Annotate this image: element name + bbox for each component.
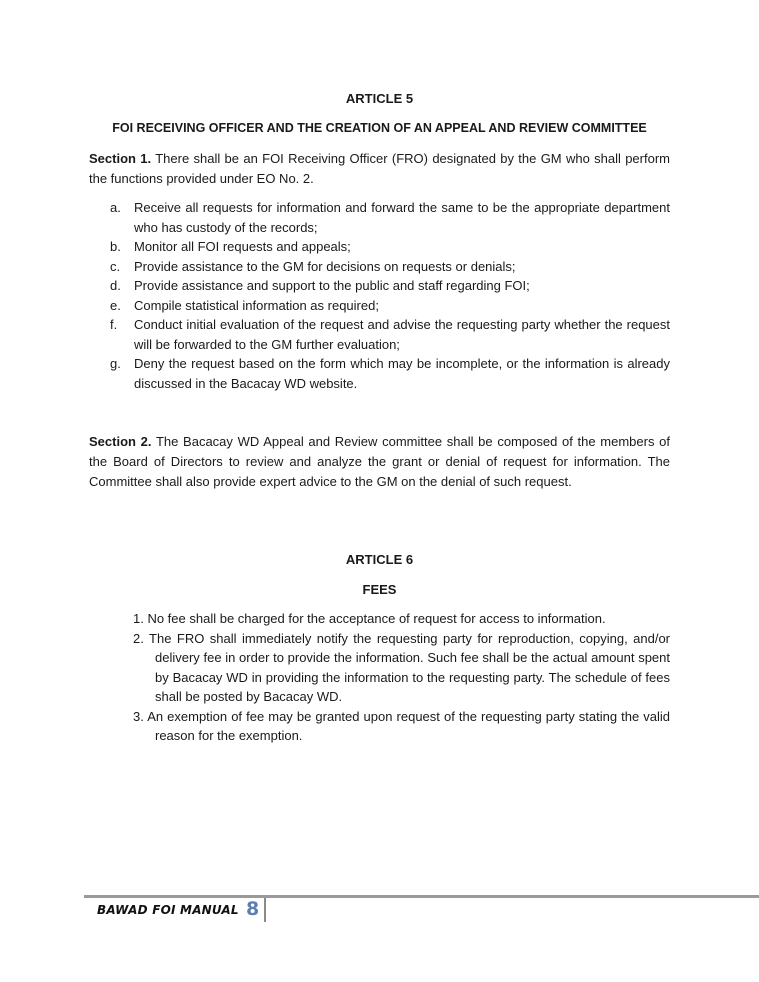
list-item: [110, 315, 670, 354]
list-item: 2. The FRO shall immediately notify the requesting party for reproduction, copying, and/or delivery fee in order to provide the information. Such fee shall be the actual amount spent by Bacacay WD in providing the information to the requesting party. The schedule of fees shall be posted by Bacacay WD.: [133, 630, 670, 704]
article-5-subheading: FOI RECEIVING OFFICER AND THE CREATION OF AN APPEAL AND REVIEW COMMITTEE: [112, 121, 647, 135]
list-item: [110, 276, 670, 296]
list-item-text: Provide assistance and support to the public and staff regarding FOI;: [134, 278, 530, 293]
list-item-text: Monitor all FOI requests and appeals;: [134, 239, 351, 254]
list-marker: b.: [110, 239, 121, 254]
list-marker: d.: [110, 278, 121, 293]
list-item: [110, 257, 670, 277]
section-2-label: Section 2.: [89, 434, 152, 449]
footer-divider: [84, 895, 759, 898]
list-marker: g.: [110, 356, 121, 371]
section-1-label: Section 1.: [89, 151, 152, 166]
list-item: [110, 237, 670, 257]
fro-functions-list: [110, 198, 670, 393]
list-item: [110, 354, 670, 393]
list-marker: f.: [110, 317, 118, 332]
article-6-subheading: FEES: [362, 582, 397, 597]
list-marker: e.: [110, 297, 121, 313]
fees-list: [133, 609, 670, 746]
list-item: 1. No fee shall be charged for the acceptance of request for access to information.: [133, 611, 606, 626]
section-1-text: There shall be an FOI Receiving Officer (FRO) designated by the GM who shall perform the functions provided under EO No. 2.: [89, 151, 670, 186]
section-1-paragraph: [89, 149, 670, 189]
footer-vertical-bar: [264, 898, 266, 922]
section-2-paragraph: [89, 432, 670, 492]
article-5-heading: ARTICLE 5: [345, 91, 414, 106]
list-item-text: Conduct initial evaluation of the request and advise the requesting party whether the request will be forwarded to the GM further evaluation;: [134, 317, 670, 352]
list-item-text: Receive all requests for information and forward the same to be the appropriate department who has custody of the records;: [134, 200, 670, 235]
list-marker: a.: [110, 200, 121, 215]
list-item: 3. An exemption of fee may be granted upon request of the requesting party stating the valid reason for the exemption.: [133, 708, 670, 743]
article-6-heading: ARTICLE 6: [345, 552, 414, 567]
list-marker: c.: [110, 258, 121, 274]
section-2-text: The Bacacay WD Appeal and Review committee shall be composed of the members of the Board of Directors to review and analyze the grant or denial of request for information. The Committee shall also provide expert advice to the GM on the denial of such request.: [89, 434, 670, 489]
footer-page-number: 8: [246, 898, 260, 920]
list-item-text: Compile statistical information as required;: [134, 297, 379, 313]
list-item: [110, 198, 670, 237]
list-item: [110, 296, 670, 316]
list-item-text: Provide assistance to the GM for decisions on requests or denials;: [134, 258, 516, 274]
footer-manual-title: BAWAD FOI MANUAL: [97, 903, 239, 917]
list-item-text: Deny the request based on the form which may be incomplete, or the information is already discussed in the Bacacay WD website.: [134, 356, 670, 391]
